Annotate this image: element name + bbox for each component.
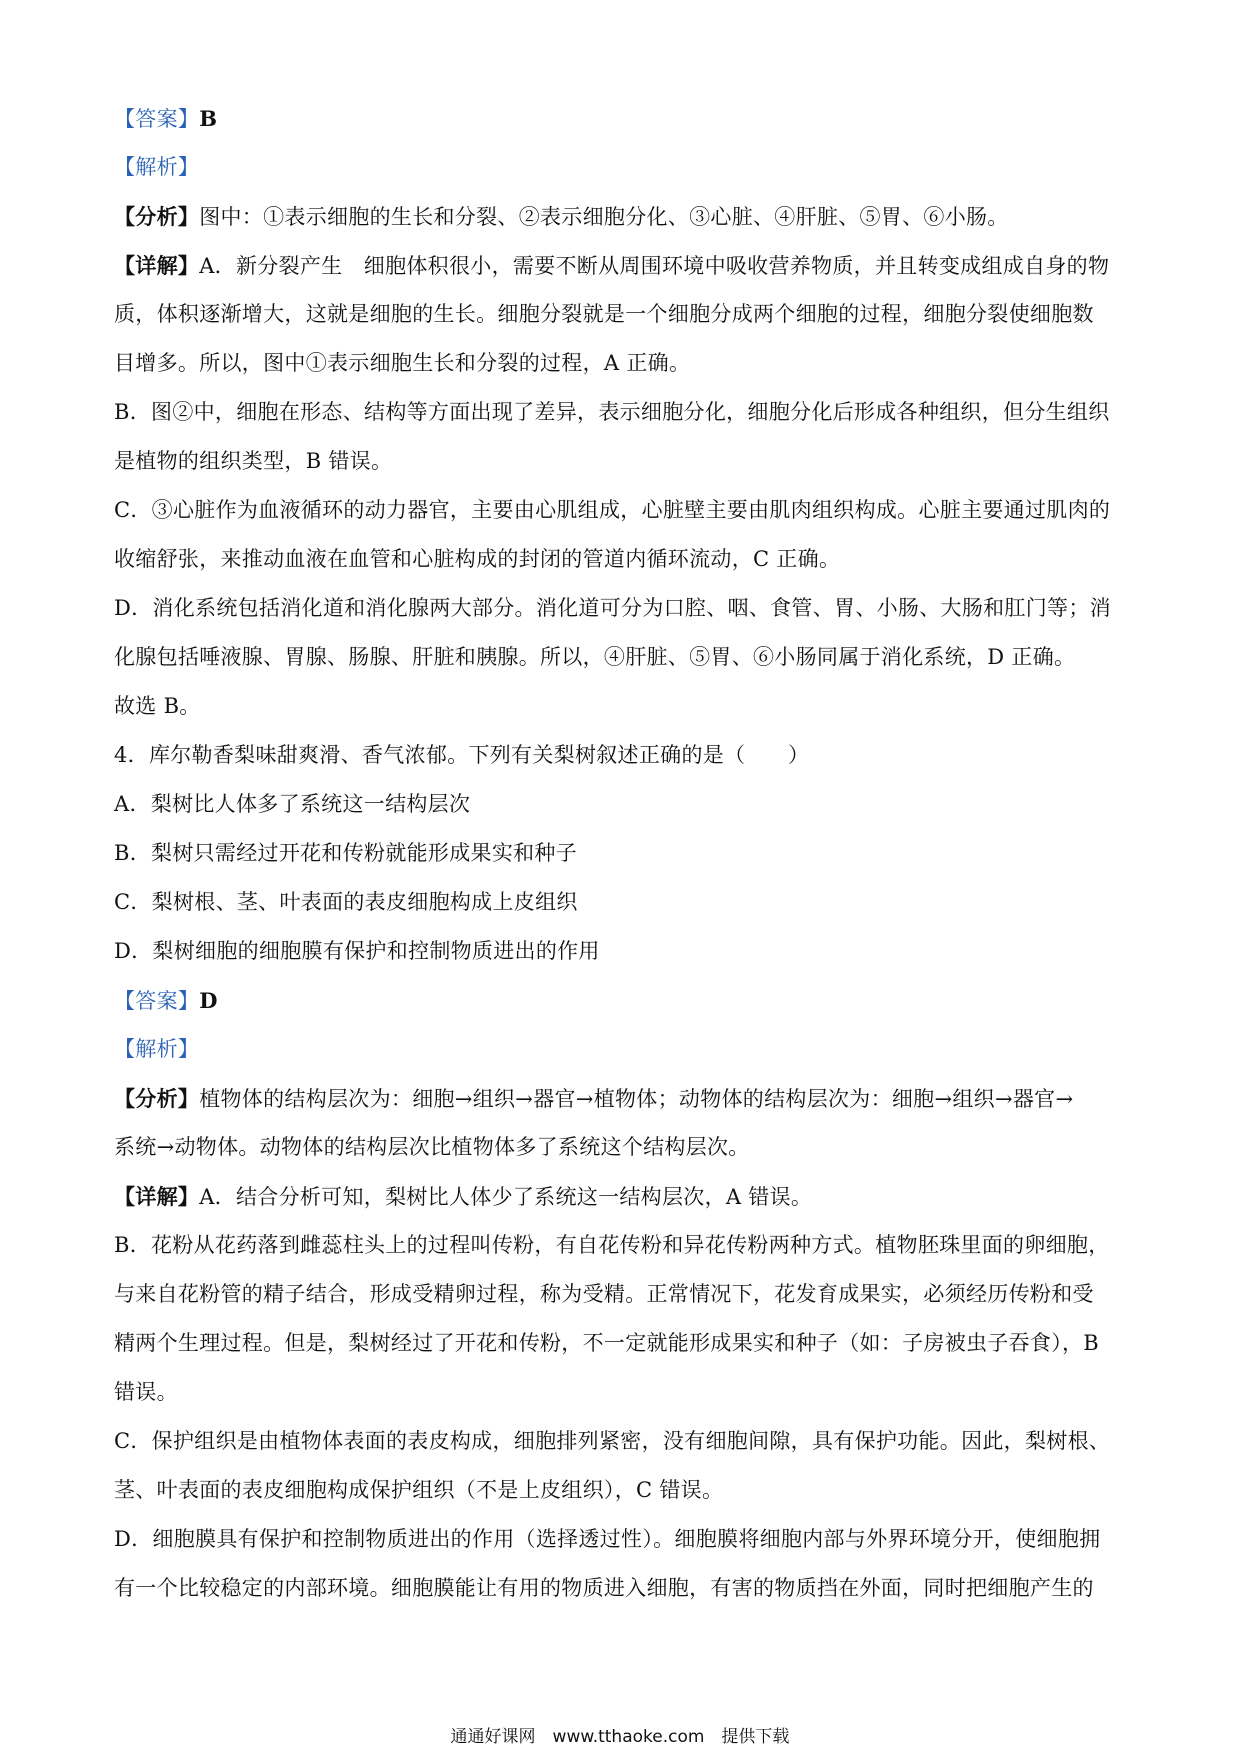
answer-tag: 【答案】 (114, 107, 200, 131)
detail-text: A．新分裂产生 细胞体积很小，需要不断从周围环境中吸收营养物质，并且转变成组成自身的物 (199, 254, 1110, 278)
q4-option-d: D．梨树细胞的细胞膜有保护和控制物质进出的作用 (114, 939, 600, 963)
q3-detail-line: 质，体积逐渐增大，这就是细胞的生长。细胞分裂就是一个细胞分成两个细胞的过程，细胞分裂使细胞数 (114, 302, 1094, 326)
fenxi-text: 图中：①表示细胞的生长和分裂、②表示细胞分化、③心脏、④肝脏、⑤胃、⑥小肠。 (199, 205, 1009, 229)
fenxi-tag: 【分析】 (114, 1086, 200, 1111)
detail-tag: 【详解】 (114, 1184, 200, 1209)
answer-tag: 【答案】 (114, 989, 200, 1013)
q3-fenxi-line (114, 192, 1134, 241)
q4-detail-line: 茎、叶表面的表皮细胞构成保护组织（不是上皮组织），C 错误。 (114, 1478, 724, 1502)
q4-option-b: B．梨树只需经过开花和传粉就能形成果实和种子 (114, 841, 578, 865)
q4-answer-line (114, 976, 1134, 1025)
detail-tag: 【详解】 (114, 253, 200, 278)
q3-detail-line: D．消化系统包括消化道和消化腺两大部分。消化道可分为口腔、咽、食管、胃、小肠、大肠和肛门等；消 (114, 596, 1111, 620)
q4-detail-line: D．细胞膜具有保护和控制物质进出的作用（选择透过性）。细胞膜将细胞内部与外界环境分开，使细胞拥 (114, 1527, 1101, 1551)
q3-analysis-line (114, 143, 1134, 192)
fenxi-tag: 【分析】 (114, 204, 200, 229)
analysis-tag: 【解析】 (114, 1037, 200, 1061)
q4-detail-line: B．花粉从花药落到雌蕊柱头上的过程叫传粉，有自花传粉和异花传粉两种方式。植物胚珠里面的卵细胞， (114, 1233, 1110, 1257)
q4-detail-line: C．保护组织是由植物体表面的表皮构成，细胞排列紧密，没有细胞间隙，具有保护功能。因此，梨树根、 (114, 1429, 1111, 1453)
page-footer: 通通好课网 www.tthaoke.com 提供下载 (450, 1727, 790, 1747)
q3-conclusion: 故选 B。 (114, 694, 201, 718)
detail-text: A．结合分析可知，梨树比人体少了系统这一结构层次，A 错误。 (199, 1185, 813, 1209)
q3-detail-line: B．图②中，细胞在形态、结构等方面出现了差异，表示细胞分化，细胞分化后形成各种组织，但分生组织 (114, 400, 1110, 424)
q4-option-c: C．梨树根、茎、叶表面的表皮细胞构成上皮组织 (114, 890, 578, 914)
q4-stem: 4．库尔勒香梨味甜爽滑、香气浓郁。下列有关梨树叙述正确的是（ ） (114, 743, 810, 767)
q3-detail-line: 化腺包括唾液腺、胃腺、肠腺、肝脏和胰腺。所以，④肝脏、⑤胃、⑥小肠同属于消化系统，D 正确。 (114, 645, 1076, 669)
q4-fenxi-line: 系统→动物体。动物体的结构层次比植物体多了系统这个结构层次。 (114, 1135, 750, 1159)
q3-detail-line: C．③心脏作为血液循环的动力器官，主要由心肌组成，心脏壁主要由肌肉组织构成。心脏主要通过肌肉的 (114, 498, 1111, 522)
answer-value: B (199, 106, 218, 131)
q4-fenxi-line (114, 1074, 1134, 1123)
analysis-tag: 【解析】 (114, 155, 200, 179)
document-page (114, 94, 1134, 1613)
fenxi-text: 植物体的结构层次为：细胞→组织→器官→植物体；动物体的结构层次为：细胞→组织→器官→ (199, 1087, 1074, 1111)
q4-detail-line: 精两个生理过程。但是，梨树经过了开花和传粉，不一定就能形成果实和种子（如：子房被虫子吞食），B (114, 1331, 1100, 1355)
q3-detail-line (114, 241, 1134, 290)
answer-value: D (199, 988, 218, 1013)
q3-answer-line (114, 94, 1134, 143)
q3-detail-line: 收缩舒张，来推动血液在血管和心脏构成的封闭的管道内循环流动，C 正确。 (114, 547, 841, 571)
q4-detail-line: 与来自花粉管的精子结合，形成受精卵过程，称为受精。正常情况下，花发育成果实，必须经历传粉和受 (114, 1282, 1094, 1306)
q4-option-a: A．梨树比人体多了系统这一结构层次 (114, 792, 471, 816)
q3-detail-line: 目增多。所以，图中①表示细胞生长和分裂的过程，A 正确。 (114, 351, 691, 375)
q4-detail-line: 有一个比较稳定的内部环境。细胞膜能让有用的物质进入细胞，有害的物质挡在外面，同时把细胞产生的 (114, 1576, 1094, 1600)
q4-analysis-line (114, 1025, 1134, 1074)
q4-detail-line (114, 1172, 1134, 1221)
q4-detail-line: 错误。 (114, 1380, 178, 1404)
q3-detail-line: 是植物的组织类型，B 错误。 (114, 449, 393, 473)
